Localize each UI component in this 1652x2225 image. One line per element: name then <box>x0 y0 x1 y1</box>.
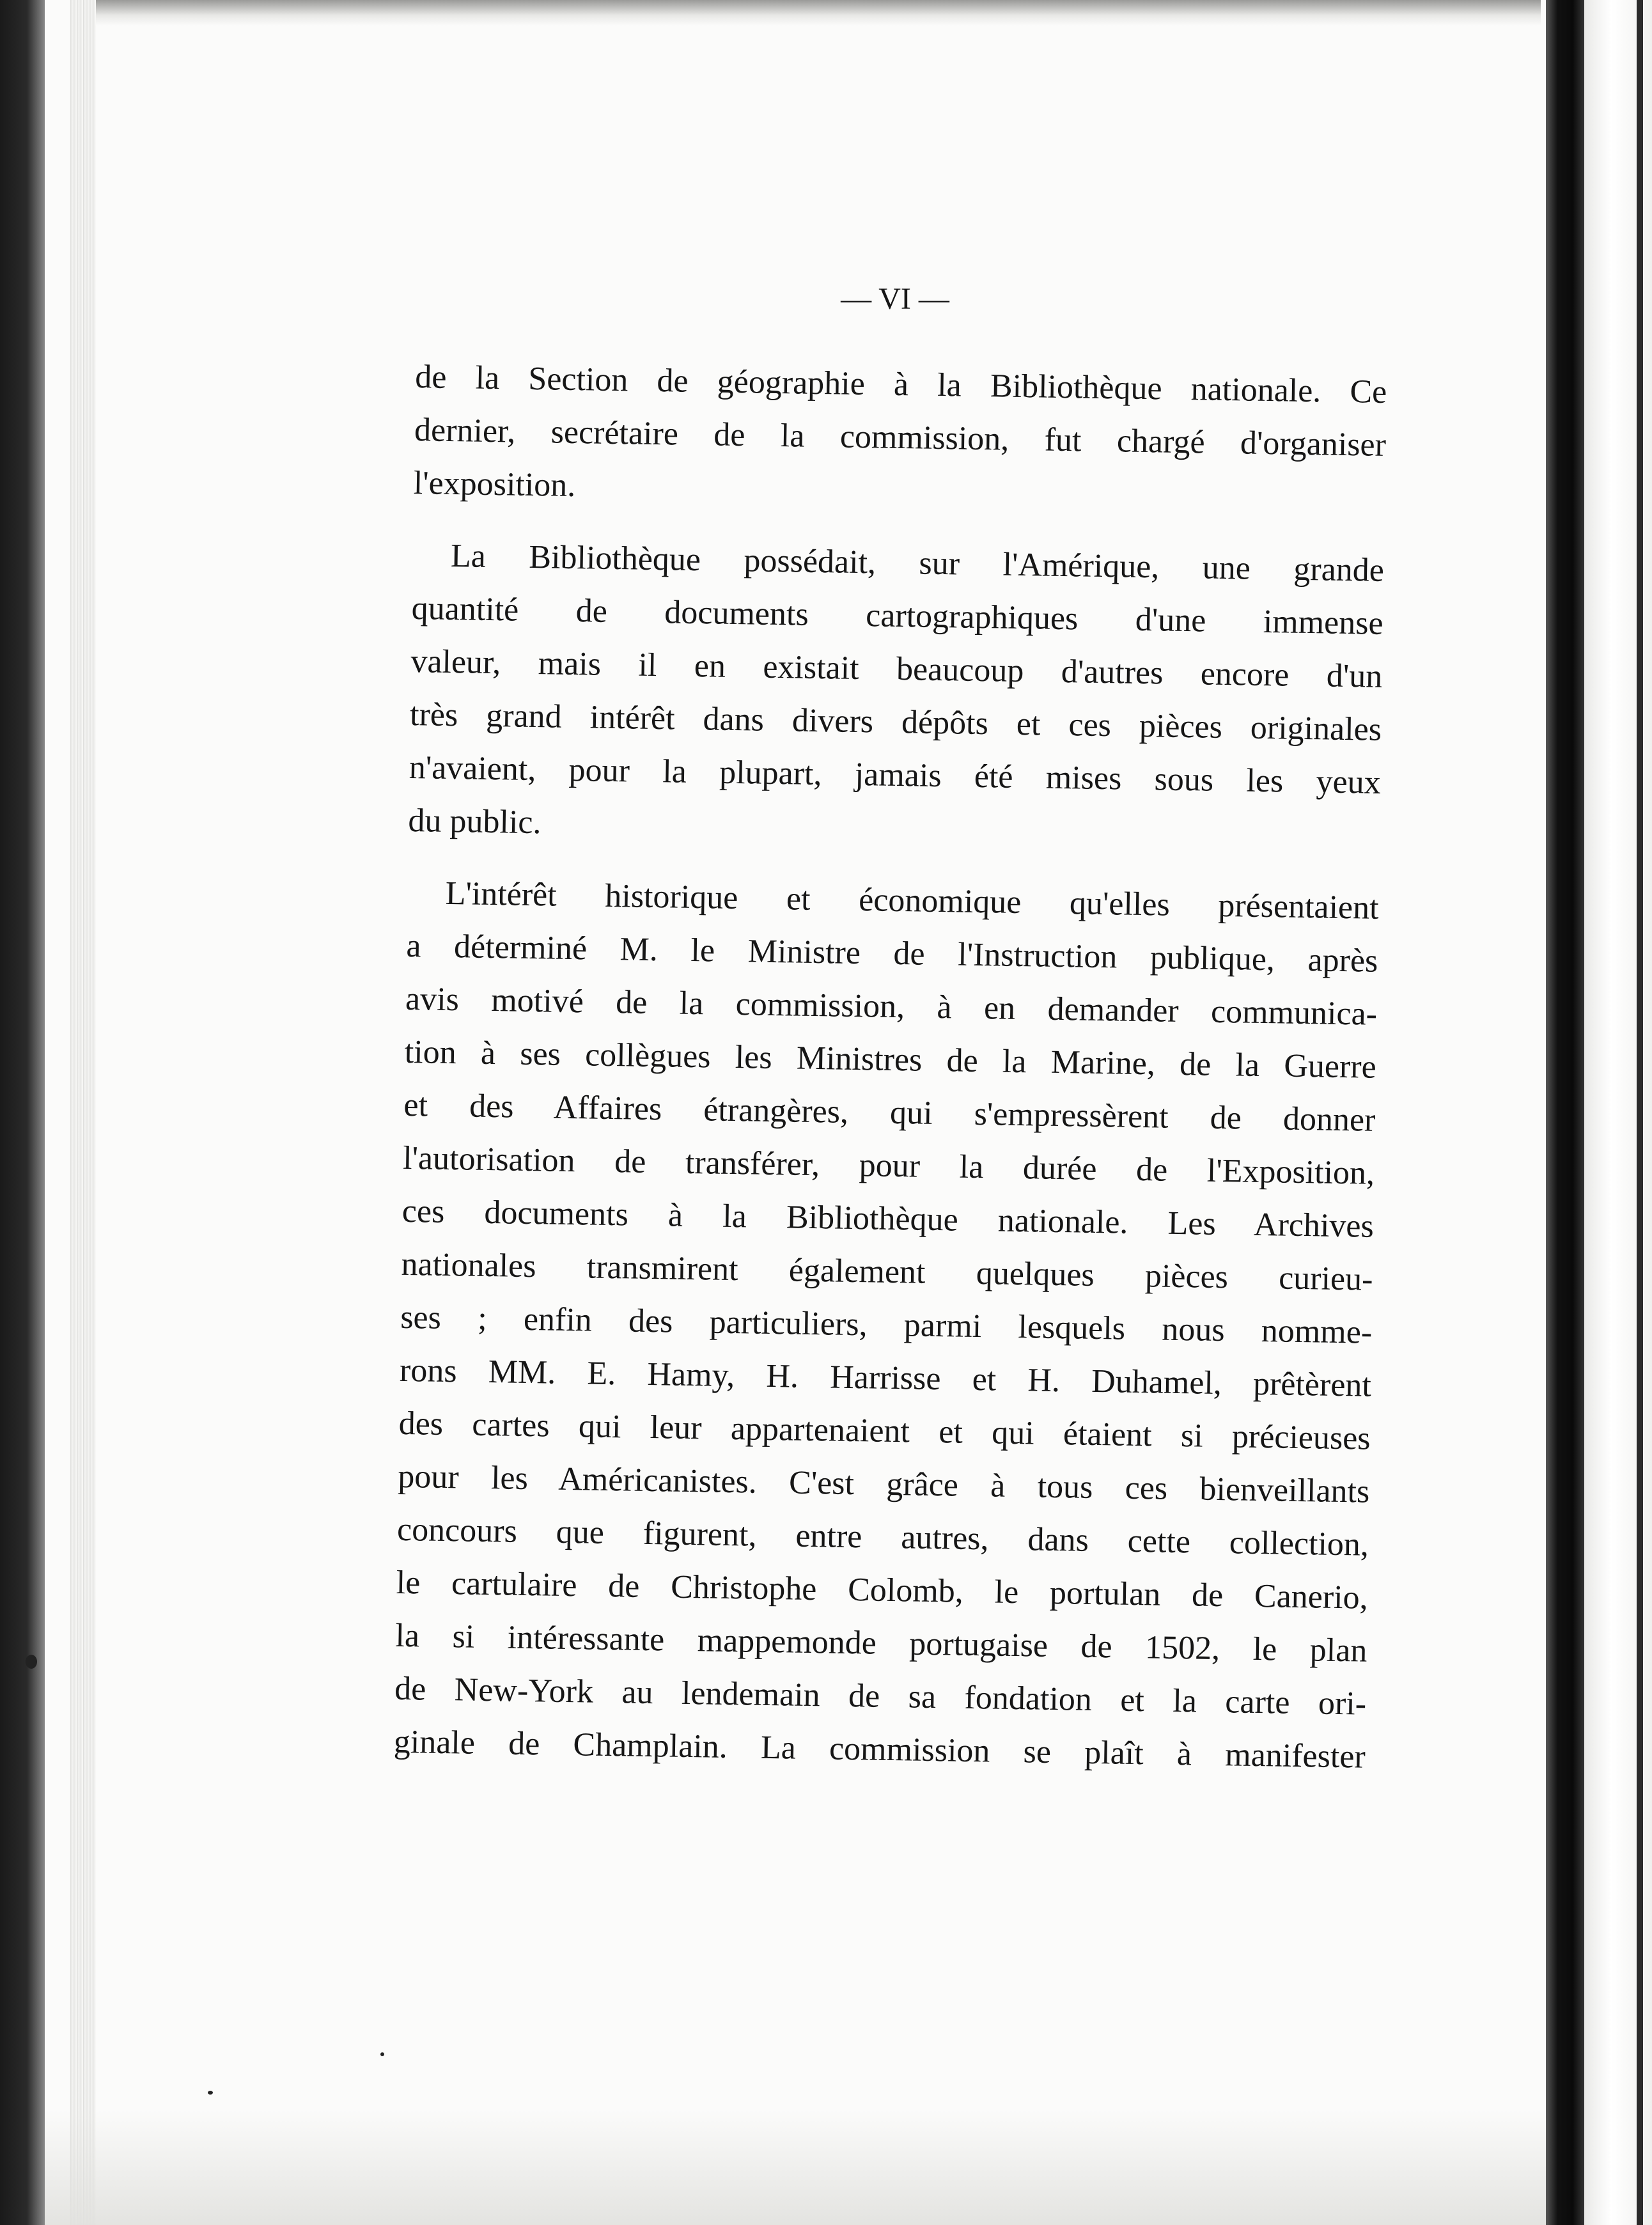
text-line: rons MM. E. Hamy, H. Harrisse et H. Duhamel, prêtèrent <box>399 1352 1372 1404</box>
scanner-edge-left <box>0 0 45 2225</box>
text-line: valeur, mais il en existait beaucoup d'autres encore d'un <box>410 643 1383 695</box>
body-text <box>393 350 1387 1784</box>
text-line: dernier, secrétaire de la commission, fut chargé d'organiser <box>414 412 1387 464</box>
text-line: l'exposition. <box>413 465 576 504</box>
text-line: a déterminé M. le Ministre de l'Instruction publique, après <box>406 927 1378 980</box>
facing-page-border <box>1637 0 1643 2225</box>
text-line: des cartes qui leur appartenaient et qui étaient si précieuses <box>398 1405 1371 1457</box>
text-line: nationales transmirent également quelques pièces curieu- <box>401 1245 1373 1298</box>
text-line: La Bibliothèque possédait, sur l'Amérique, une grande <box>450 537 1385 589</box>
ink-speck <box>380 2052 384 2056</box>
text-line: ginale de Champlain. La commission se plaît à manifester <box>393 1723 1366 1776</box>
text-line: ses ; enfin des particuliers, parmi lesquels nous nomme- <box>400 1299 1373 1351</box>
text-line: le cartulaire de Christophe Colomb, le portulan de Canerio, <box>396 1564 1369 1616</box>
page-number: — VI — <box>841 282 949 316</box>
text-line: quantité de documents cartographiques d'une immense <box>411 590 1384 642</box>
text-line: très grand intérêt dans divers dépôts et ces pièces originales <box>409 696 1382 748</box>
text-line: de New-York au lendemain de sa fondation et la carte ori- <box>394 1670 1367 1722</box>
page-bottom-shade <box>45 2110 1554 2225</box>
text-line: n'avaient, pour la plupart, jamais été mises sous les yeux <box>409 749 1382 801</box>
text-line: pour les Américanistes. C'est grâce à tous ces bienveillants <box>397 1458 1370 1510</box>
ink-speck <box>26 1655 37 1669</box>
text-line: ces documents à la Bibliothèque nationale. Les Archives <box>401 1192 1375 1245</box>
text-line: l'autorisation de transférer, pour la durée de l'Exposition, <box>402 1139 1375 1192</box>
ink-speck <box>208 2091 213 2095</box>
page-stack-edge <box>70 0 96 2225</box>
text-line: et des Affaires étrangères, qui s'empressèrent de donner <box>403 1086 1376 1139</box>
text-line: du public. <box>408 802 542 841</box>
text-line: de la Section de géographie à la Bibliothèque nationale. Ce <box>414 359 1387 410</box>
page-top-shadow <box>96 0 1541 26</box>
text-line: tion à ses collègues les Ministres de la Marine, de la Guerre <box>404 1033 1377 1086</box>
text-line: concours que figurent, entre autres, dans cette collection, <box>396 1511 1369 1563</box>
book-gutter <box>1546 0 1584 2225</box>
text-line: avis motivé de la commission, à en demander communica- <box>405 980 1378 1033</box>
text-line: L'intérêt historique et économique qu'elles présentaient <box>445 875 1380 926</box>
text-line: la si intéressante mappemonde portugaise de 1502, le plan <box>395 1617 1368 1669</box>
